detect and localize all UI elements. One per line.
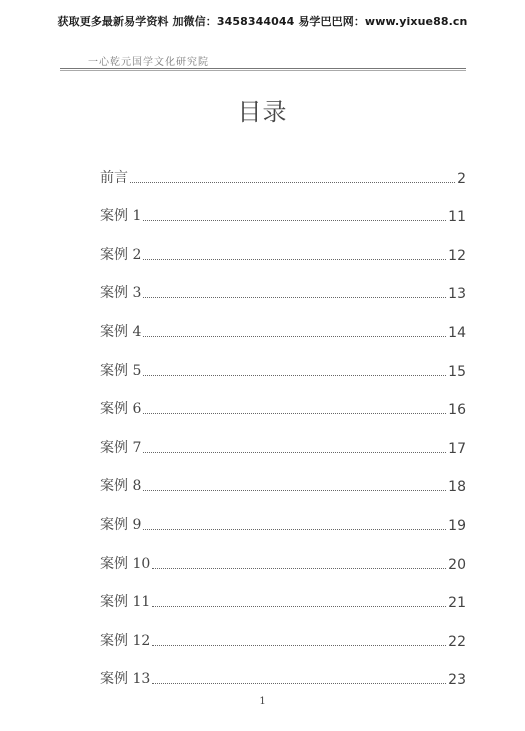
toc-entry-label: 案例 8 xyxy=(100,478,142,495)
toc-entry-label: 案例 10 xyxy=(100,555,151,572)
toc-dot-leader xyxy=(152,683,446,684)
toc-dot-leader xyxy=(143,259,446,260)
toc-entry-case-12[interactable] xyxy=(100,611,466,650)
toc-entry-page: 13 xyxy=(448,286,466,303)
toc-entry-preface[interactable] xyxy=(100,148,466,187)
toc-dot-leader xyxy=(152,568,446,569)
toc-entry-case-6[interactable] xyxy=(100,380,466,419)
toc-entry-page: 15 xyxy=(448,363,466,380)
toc-entry-case-13[interactable] xyxy=(100,650,466,689)
toc-entry-case-8[interactable] xyxy=(100,457,466,496)
toc-entry-label: 案例 11 xyxy=(100,594,151,611)
toc-entry-label: 案例 12 xyxy=(100,632,151,649)
toc-dot-leader xyxy=(143,413,446,414)
toc-entry-label: 案例 2 xyxy=(100,246,142,263)
toc-list xyxy=(100,148,466,688)
organization-header: 一心乾元国学文化研究院 xyxy=(88,57,209,68)
toc-entry-page: 2 xyxy=(457,170,466,187)
toc-entry-page: 22 xyxy=(448,633,466,650)
toc-entry-page: 18 xyxy=(448,479,466,496)
toc-entry-case-11[interactable] xyxy=(100,573,466,612)
header-divider-secondary xyxy=(60,70,466,71)
toc-entry-case-4[interactable] xyxy=(100,302,466,341)
toc-entry-page: 17 xyxy=(448,440,466,457)
toc-entry-page: 19 xyxy=(448,517,466,534)
toc-dot-leader xyxy=(152,606,446,607)
toc-entry-label: 案例 13 xyxy=(100,671,151,688)
toc-entry-case-9[interactable] xyxy=(100,495,466,534)
toc-dot-leader xyxy=(143,220,446,221)
toc-entry-page: 20 xyxy=(448,556,466,573)
toc-entry-page: 14 xyxy=(448,324,466,341)
toc-entry-label: 案例 6 xyxy=(100,401,142,418)
toc-entry-label: 案例 5 xyxy=(100,362,142,379)
toc-dot-leader xyxy=(143,375,446,376)
toc-entry-page: 16 xyxy=(448,402,466,419)
toc-entry-label: 案例 9 xyxy=(100,516,142,533)
toc-title: 目录 xyxy=(237,98,288,126)
toc-entry-case-5[interactable] xyxy=(100,341,466,380)
toc-entry-case-2[interactable] xyxy=(100,225,466,264)
toc-dot-leader xyxy=(152,645,446,646)
toc-entry-label: 案例 1 xyxy=(100,208,142,225)
toc-entry-label: 案例 7 xyxy=(100,439,142,456)
toc-entry-page: 21 xyxy=(448,595,466,612)
page-number: 1 xyxy=(259,696,266,707)
toc-dot-leader xyxy=(130,182,455,183)
toc-entry-page: 12 xyxy=(448,247,466,264)
header-divider xyxy=(60,68,466,69)
toc-entry-case-10[interactable] xyxy=(100,534,466,573)
toc-dot-leader xyxy=(143,452,446,453)
toc-dot-leader xyxy=(143,297,446,298)
watermark-banner: 获取更多最新易学资料 加微信：3458344044 易学巴巴网：www.yixue88.cn xyxy=(57,15,468,28)
toc-entry-page: 11 xyxy=(448,209,466,226)
toc-dot-leader xyxy=(143,529,446,530)
toc-dot-leader xyxy=(143,490,446,491)
toc-dot-leader xyxy=(143,336,446,337)
toc-entry-label: 案例 4 xyxy=(100,323,142,340)
toc-entry-page: 23 xyxy=(448,672,466,689)
toc-entry-label: 案例 3 xyxy=(100,285,142,302)
toc-entry-label: 前言 xyxy=(100,169,128,186)
toc-entry-case-3[interactable] xyxy=(100,264,466,303)
toc-entry-case-1[interactable] xyxy=(100,187,466,226)
toc-entry-case-7[interactable] xyxy=(100,418,466,457)
